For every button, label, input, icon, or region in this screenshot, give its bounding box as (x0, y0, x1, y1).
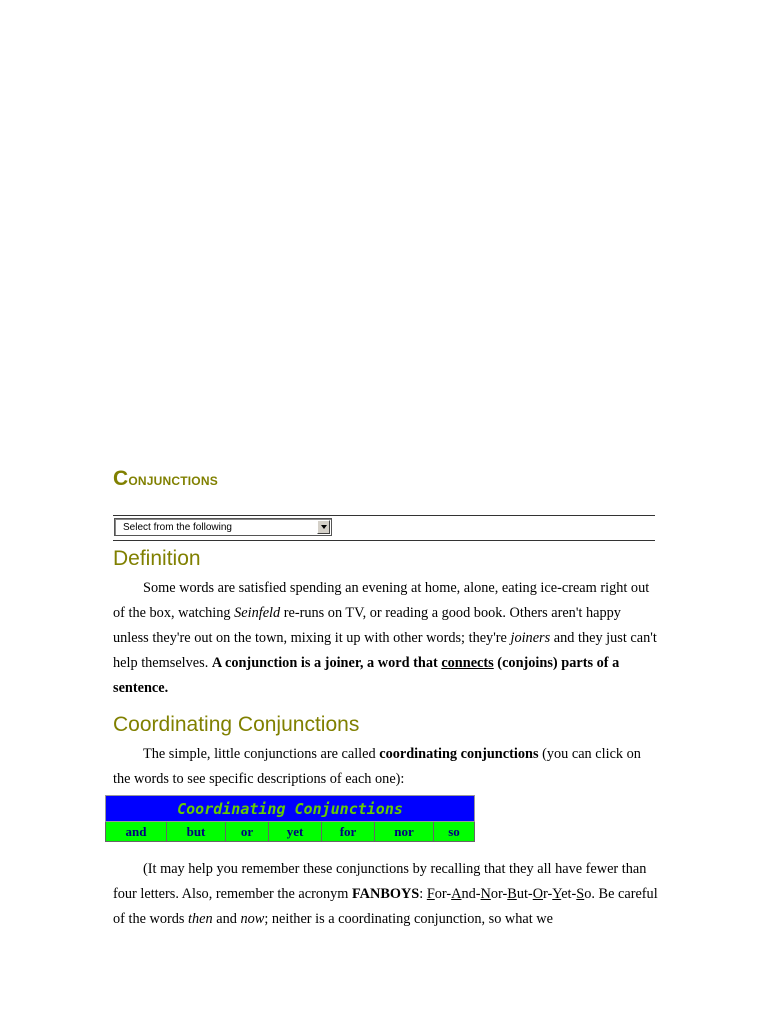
definition-heading: Definition (113, 547, 201, 570)
fanboys-letter-a: A (451, 886, 462, 902)
coordinating-bold: coordinating conjunctions (379, 746, 539, 762)
fanboys-paragraph (113, 857, 658, 932)
conjunction-or-link[interactable]: or (226, 822, 269, 842)
fanboys-letter-f: F (426, 886, 435, 902)
page-title (113, 466, 218, 493)
page-title-initial: C (113, 467, 129, 490)
fanboys-letter-n: N (480, 886, 491, 902)
conjunction-so-link[interactable]: so (434, 822, 475, 842)
fanboys-and: nd- (461, 886, 481, 902)
definition-bold-lead: A conjunction is a joiner, a word that (211, 655, 442, 671)
coordinating-conjunctions-table (105, 795, 475, 842)
fanboys-letter-b: B (507, 886, 517, 902)
conjunction-nor-link[interactable]: nor (375, 822, 434, 842)
conjunction-but-link[interactable]: but (167, 822, 226, 842)
now-text: now (240, 911, 265, 927)
fanboys-letter-o: O (532, 886, 544, 902)
table-header: Coordinating Conjunctions (106, 796, 475, 822)
coordinating-text-2: (you can click on the words to see specific descriptions of each one): (113, 746, 641, 787)
connects-text: connects (441, 655, 494, 671)
fanboys-colon: : (419, 886, 427, 902)
conjunction-for-link[interactable]: for (322, 822, 375, 842)
fanboys-letter-s: S (576, 886, 585, 902)
definition-text-1: Some words are satisfied spending an evening at home, alone, eating ice-cream right out of the box, watching (113, 580, 650, 621)
fanboys-letter-y: Y (552, 886, 562, 902)
fanboys-for: or- (434, 886, 452, 902)
definition-bold-tail: (conjoins) parts of a sentence. (113, 655, 620, 696)
fanboys-so: o. (584, 886, 595, 902)
navigation-bar (113, 515, 655, 541)
joiners-text: joiners (510, 630, 551, 646)
coordinating-heading: Coordinating Conjunctions (113, 713, 360, 736)
fanboys-careful: Be careful of the words (113, 886, 658, 927)
fanboys-acronym: FANBOYS (352, 886, 420, 902)
seinfeld-text: Seinfeld (234, 605, 281, 621)
fanboys-nor: or- (490, 886, 508, 902)
definition-paragraph (113, 576, 658, 701)
definition-text-2: re-runs on TV, or reading a good book. Others aren't happy unless they're out on the town, mixing it up with other words; they're (113, 605, 621, 646)
fanboys-tail: ; neither is a coordinating conjunction, so what we (264, 911, 553, 927)
then-text: then (188, 911, 213, 927)
chevron-down-icon[interactable] (317, 520, 330, 534)
section-select-label: Select from the following (123, 522, 232, 533)
definition-text-3: and they just can't help themselves. (113, 630, 657, 671)
conjunction-and-link[interactable]: and (106, 822, 167, 842)
fanboys-but: ut- (516, 886, 533, 902)
section-select[interactable] (114, 518, 332, 536)
coordinating-paragraph (113, 742, 658, 792)
fanboys-intro: (It may help you remember these conjunctions by recalling that they all have fewer than four letters. Also, remember the acronym (113, 861, 647, 902)
page-title-rest: onjunctions (128, 470, 218, 489)
coordinating-text-1: The simple, little conjunctions are called (143, 746, 380, 762)
fanboys-or: r- (543, 886, 553, 902)
fanboys-and-word: and (212, 911, 241, 927)
conjunction-yet-link[interactable]: yet (269, 822, 322, 842)
fanboys-yet: et- (561, 886, 577, 902)
